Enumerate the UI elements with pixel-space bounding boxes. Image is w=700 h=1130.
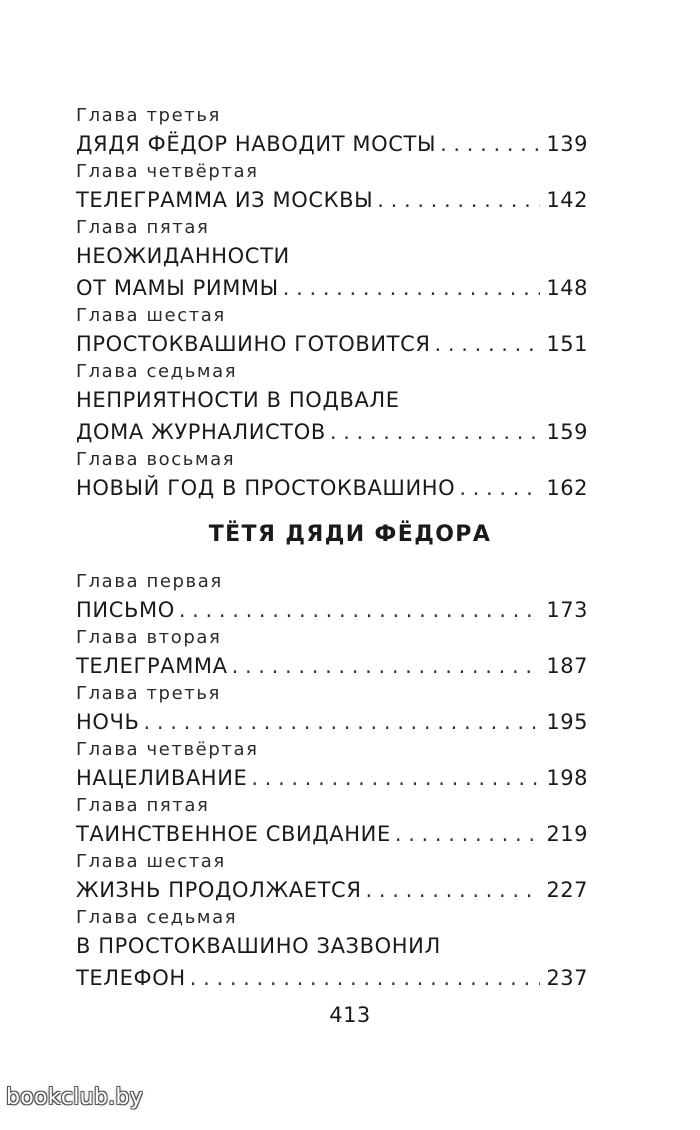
chapter-title: ПРОСТОКВАШИНО ГОТОВИТСЯ xyxy=(76,332,431,356)
chapter-title: ТЕЛЕФОН xyxy=(76,966,186,990)
toc-entry xyxy=(76,570,588,626)
dot-leader xyxy=(377,184,540,216)
chapter-label: Глава седьмая xyxy=(76,361,238,382)
chapter-title-line xyxy=(76,962,588,994)
dot-leader xyxy=(144,706,540,738)
chapter-title: НОЧЬ xyxy=(76,710,140,734)
toc-entry xyxy=(76,682,588,738)
toc-entry xyxy=(76,738,588,794)
toc-entry xyxy=(76,794,588,850)
toc-entry xyxy=(76,304,588,360)
toc-entry xyxy=(76,360,588,448)
chapter-label: Глава вторая xyxy=(76,627,222,648)
page-ref: 198 xyxy=(546,766,588,790)
chapter-title-line xyxy=(76,184,588,216)
chapter-title-line xyxy=(76,416,588,448)
toc-entry xyxy=(76,850,588,906)
page-ref: 142 xyxy=(546,188,588,212)
page-number: 413 xyxy=(329,1003,371,1027)
dot-leader xyxy=(440,128,540,160)
chapter-title: ПИСЬМО xyxy=(76,598,175,622)
chapter-title: НЕОЖИДАННОСТИ xyxy=(76,244,290,268)
dot-leader xyxy=(283,272,540,304)
chapter-title-line xyxy=(76,762,588,794)
page-ref: 151 xyxy=(546,332,588,356)
dot-leader xyxy=(395,818,540,850)
chapter-label: Глава восьмая xyxy=(76,449,236,470)
toc-entry xyxy=(76,448,588,504)
chapter-title: ЖИЗНЬ ПРОДОЛЖАЕТСЯ xyxy=(76,878,362,902)
dot-leader xyxy=(330,416,540,448)
chapter-label: Глава первая xyxy=(76,571,223,592)
chapter-label: Глава шестая xyxy=(76,305,226,326)
chapter-title: В ПРОСТОКВАШИНО ЗАЗВОНИЛ xyxy=(76,934,441,958)
chapter-title-line xyxy=(76,272,588,304)
dot-leader xyxy=(435,328,540,360)
dot-leader xyxy=(179,594,540,626)
chapter-label: Глава шестая xyxy=(76,851,226,872)
watermark: bookclub.by xyxy=(6,1085,144,1110)
toc-entry xyxy=(76,906,588,994)
chapter-title: НОВЫЙ ГОД В ПРОСТОКВАШИНО xyxy=(76,476,456,500)
chapter-title-line xyxy=(76,706,588,738)
chapter-title-line xyxy=(76,328,588,360)
chapter-title-line xyxy=(76,818,588,850)
chapter-label: Глава третья xyxy=(76,683,221,704)
page-ref: 173 xyxy=(546,598,588,622)
chapter-title-line xyxy=(76,930,588,962)
chapter-title: ДОМА ЖУРНАЛИСТОВ xyxy=(76,420,326,444)
page-ref: 187 xyxy=(546,654,588,678)
chapter-label: Глава пятая xyxy=(76,795,210,816)
chapter-title-line xyxy=(76,650,588,682)
chapter-title-line xyxy=(76,594,588,626)
chapter-title: ДЯДЯ ФЁДОР НАВОДИТ МОСТЫ xyxy=(76,132,437,156)
page-ref: 139 xyxy=(546,132,588,156)
dot-leader xyxy=(459,472,540,504)
page-ref: 219 xyxy=(546,822,588,846)
chapter-label: Глава четвёртая xyxy=(76,161,259,182)
section-title: ТЁТЯ ДЯДИ ФЁДОРА xyxy=(208,522,492,547)
page-ref: 195 xyxy=(546,710,588,734)
dot-leader xyxy=(366,874,540,906)
dot-leader xyxy=(251,762,540,794)
chapter-label: Глава третья xyxy=(76,105,221,126)
chapter-title-line xyxy=(76,874,588,906)
chapter-label: Глава пятая xyxy=(76,217,210,238)
page-ref: 148 xyxy=(546,276,588,300)
toc-block-first xyxy=(76,104,588,504)
dot-leader xyxy=(190,962,540,994)
chapter-title: ОТ МАМЫ РИММЫ xyxy=(76,276,279,300)
toc-entry xyxy=(76,160,588,216)
toc-entry xyxy=(76,626,588,682)
toc-entry xyxy=(76,216,588,304)
page-ref: 237 xyxy=(546,966,588,990)
chapter-title: ТЕЛЕГРАММА ИЗ МОСКВЫ xyxy=(76,188,374,212)
page-ref: 159 xyxy=(546,420,588,444)
chapter-title: ТЕЛЕГРАММА xyxy=(76,654,228,678)
chapter-title: ТАИНСТВЕННОЕ СВИДАНИЕ xyxy=(76,822,391,846)
toc-entry xyxy=(76,104,588,160)
toc-block-second xyxy=(76,570,588,994)
chapter-title-line xyxy=(76,472,588,504)
dot-leader xyxy=(232,650,540,682)
chapter-title-line xyxy=(76,384,588,416)
chapter-title-line xyxy=(76,128,588,160)
page-ref: 227 xyxy=(546,878,588,902)
chapter-label: Глава седьмая xyxy=(76,907,238,928)
page-ref: 162 xyxy=(546,476,588,500)
chapter-label: Глава четвёртая xyxy=(76,739,259,760)
chapter-title: НАЦЕЛИВАНИЕ xyxy=(76,766,248,790)
chapter-title: НЕПРИЯТНОСТИ В ПОДВАЛЕ xyxy=(76,388,400,412)
chapter-title-line xyxy=(76,240,588,272)
